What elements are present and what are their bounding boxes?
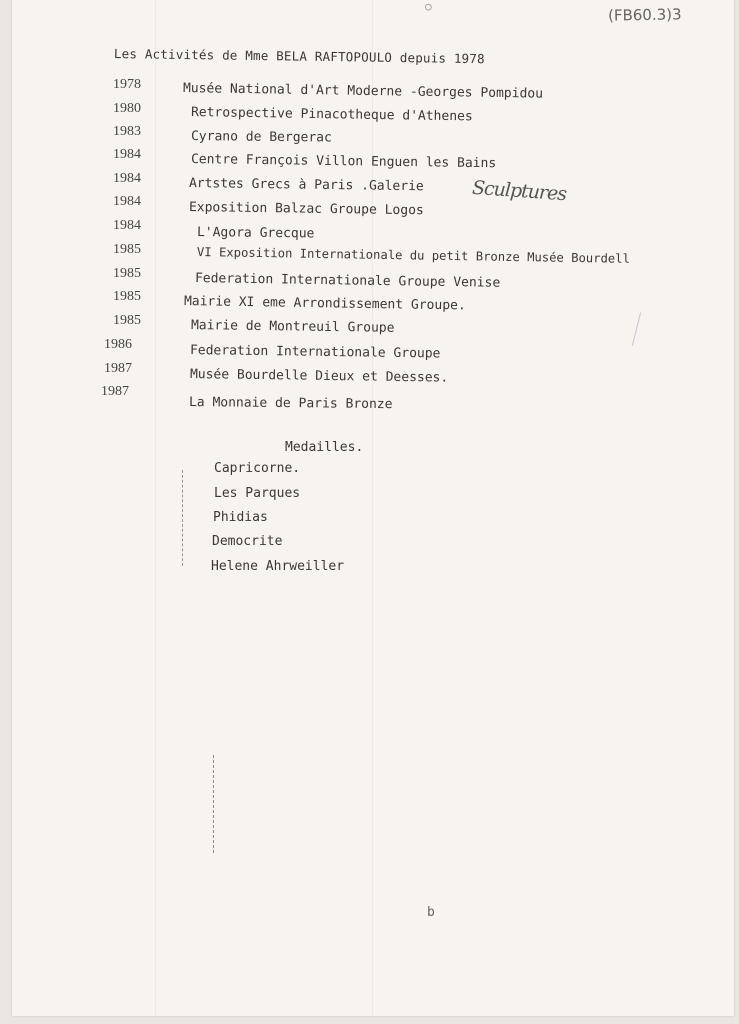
- entry-text: Mairie XI eme Arrondissement Groupe.: [183, 294, 466, 314]
- entry-year: 1983: [113, 124, 141, 139]
- entry-text: Musée Bourdelle Dieux et Deesses.: [189, 367, 449, 386]
- bottom-mark: b: [427, 905, 435, 920]
- handwritten-note: Sculptures: [471, 176, 567, 206]
- entry-text: Federation Internationale Groupe: [189, 343, 441, 362]
- entry-text: La Monnaie de Paris Bronze: [188, 395, 393, 413]
- entry-year: 1987: [101, 384, 129, 399]
- entry-year: 1987: [104, 361, 132, 376]
- entry-text: Mairie de Montreuil Groupe: [190, 318, 395, 336]
- margin-bracket: [182, 470, 184, 566]
- entry-text: Exposition Balzac Groupe Logos: [188, 200, 424, 219]
- entry-year: 1978: [113, 77, 141, 92]
- entry-text: Cyrano de Bergerac: [190, 129, 332, 146]
- paper-fold: [372, 0, 373, 1016]
- entry-year: 1985: [113, 266, 141, 281]
- entry-year: 1985: [113, 289, 141, 304]
- medal-item: Phidias: [213, 510, 268, 525]
- entry-year: 1984: [113, 171, 141, 186]
- entry-year: 1985: [113, 242, 141, 257]
- paper-fold: [155, 0, 156, 1016]
- medal-item: Capricorne.: [214, 461, 301, 476]
- entry-year: 1984: [113, 218, 141, 233]
- entry-text: Musée National d'Art Moderne -Georges Pompidou: [182, 81, 544, 102]
- medal-item: Democrite: [212, 534, 283, 549]
- top-mark: ○: [425, 0, 432, 13]
- entry-year: 1986: [104, 337, 132, 352]
- entry-year: 1980: [113, 101, 141, 116]
- pencil-line: [213, 755, 215, 853]
- entry-year: 1984: [113, 194, 141, 209]
- reference-note: (FB60.3)3: [607, 5, 682, 25]
- medal-item: Les Parques: [214, 486, 301, 501]
- entry-text: Artstes Grecs à Paris .Galerie: [188, 176, 424, 195]
- entry-year: 1984: [113, 147, 141, 162]
- entry-text: L'Agora Grecque: [196, 225, 315, 242]
- document-heading: Les Activités de Mme BELA RAFTOPOULO depuis 1978: [113, 46, 485, 67]
- entry-text: Federation Internationale Groupe Venise: [194, 271, 501, 291]
- entry-year: 1985: [113, 313, 141, 328]
- entry-text: Centre François Villon Enguen les Bains: [190, 152, 497, 172]
- entry-text: Retrospective Pinacotheque d'Athenes: [190, 105, 473, 125]
- entry-text: VI Exposition Internationale du petit Bronze Musée Bourdell: [196, 245, 630, 266]
- medal-item: Helene Ahrweiller: [211, 559, 345, 574]
- medals-title: Medailles.: [285, 440, 364, 455]
